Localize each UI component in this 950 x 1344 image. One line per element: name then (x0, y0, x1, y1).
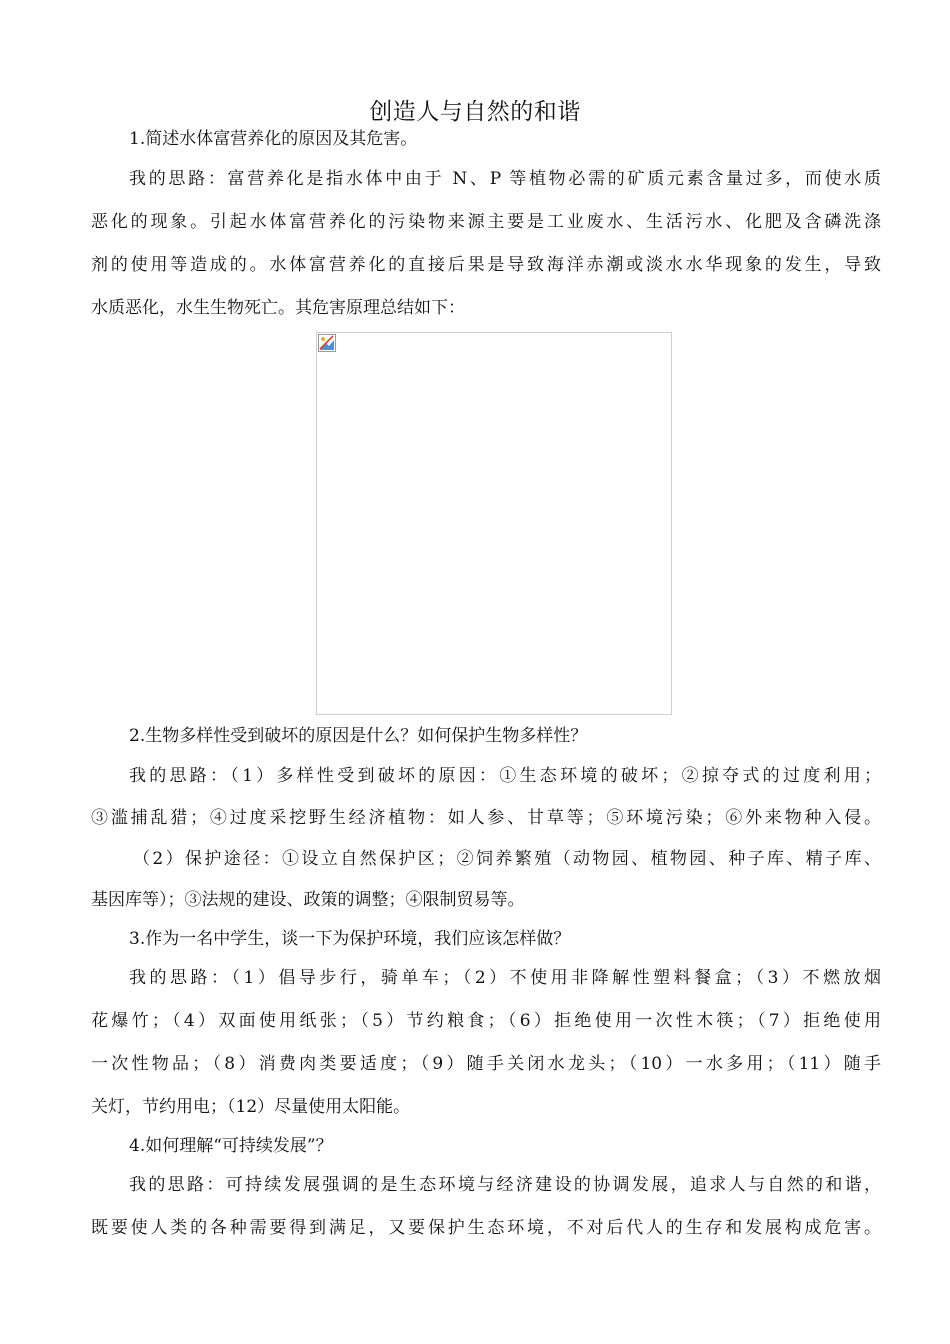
answer-2-line-3: （2）保护途径：①设立自然保护区；②饲养繁殖（动物园、植物园、种子库、精子库、 (133, 849, 881, 869)
answer-3-line-1: 我的思路：（1）倡导步行，骑单车；（2）不使用非降解性塑料餐盒；（3）不燃放烟 (129, 968, 881, 988)
answer-1-line-4: 水质恶化，水生生物死亡。其危害原理总结如下： (91, 298, 465, 318)
page-title: 创造人与自然的和谐 (369, 99, 581, 125)
broken-image-icon (318, 334, 336, 352)
answer-1-line-1: 我的思路：富营养化是指水体中由于 N、P 等植物必需的矿质元素含量过多，而使水质 (129, 169, 881, 189)
answer-4-line-1: 我的思路：可持续发展强调的是生态环境与经济建设的协调发展，追求人与自然的和谐， (129, 1175, 881, 1195)
question-4: 4.如何理解“可持续发展”？ (129, 1136, 333, 1156)
answer-3-line-2: 花爆竹；（4）双面使用纸张；（5）节约粮食；（6）拒绝使用一次性木筷；（7）拒绝使用 (91, 1011, 881, 1031)
answer-1-line-3: 剂的使用等造成的。水体富营养化的直接后果是导致海洋赤潮或淡水水华现象的发生，导致 (91, 255, 881, 275)
answer-3-line-4: 关灯，节约用电；（12）尽量使用太阳能。 (91, 1097, 411, 1117)
figure-placeholder (316, 332, 672, 715)
answer-4-line-2: 既要使人类的各种需要得到满足，又要保护生态环境，不对后代人的生存和发展构成危害。 (91, 1218, 881, 1238)
answer-2-line-4: 基因库等）；③法规的建设、政策的调整；④限制贸易等。 (91, 890, 525, 910)
answer-3-line-3: 一次性物品；（8）消费肉类要适度；（9）随手关闭水龙头；（10）一水多用；（11）随手 (91, 1054, 881, 1074)
question-3: 3.作为一名中学生，谈一下为保护环境，我们应该怎样做？ (129, 929, 571, 949)
answer-1-line-2: 恶化的现象。引起水体富营养化的污染物来源主要是工业废水、生活污水、化肥及含磷洗涤 (91, 212, 881, 232)
question-1: 1.简述水体富营养化的原因及其危害。 (129, 129, 418, 149)
answer-2-line-1: 我的思路：（1）多样性受到破坏的原因：①生态环境的破坏；②掠夺式的过度利用； (129, 766, 881, 786)
question-2: 2.生物多样性受到破坏的原因是什么？如何保护生物多样性？ (129, 726, 588, 746)
answer-2-line-2: ③滥捕乱猎；④过度采挖野生经济植物：如人参、甘草等；⑤环境污染；⑥外来物种入侵。 (91, 808, 881, 828)
